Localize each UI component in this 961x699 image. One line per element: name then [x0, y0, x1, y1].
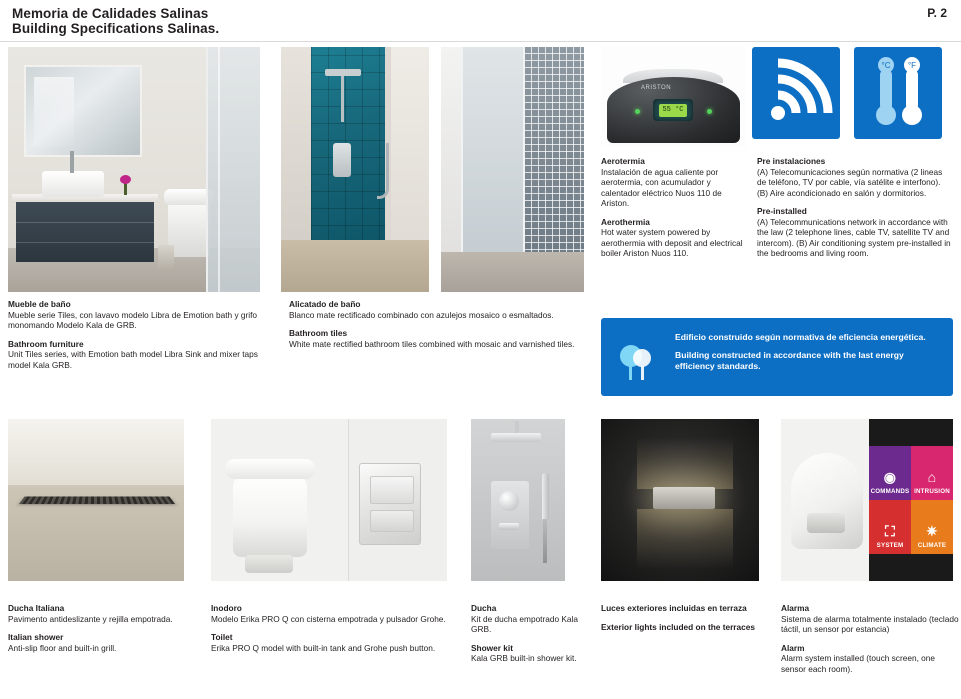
toilet-bowl — [233, 473, 307, 557]
status-led-right — [707, 109, 712, 114]
photo-exterior-light — [601, 419, 759, 581]
caption-alarm — [781, 603, 961, 674]
tiles-body-en: White mate rectified bathroom tiles combined with mosaic and varnished tiles. — [289, 338, 575, 349]
shower-body-en: Kala GRB built-in shower kit. — [471, 653, 577, 663]
alarm-tile-commands[interactable] — [869, 446, 911, 500]
svg-text:°F: °F — [907, 61, 917, 70]
upward-glow — [637, 437, 733, 489]
brand-label: ARISTON — [641, 85, 672, 91]
alarm-tile-system[interactable] — [869, 500, 911, 554]
tiles-title-es: Alicatado de baño — [289, 299, 361, 309]
light-sheen — [8, 419, 184, 489]
page-header — [0, 0, 961, 38]
lights-title-en: Exterior lights included on the terraces — [601, 621, 755, 632]
tiles-title-en: Bathroom tiles — [289, 328, 348, 338]
commands-icon: ◉ — [883, 469, 897, 485]
italian-shower-body-es: Pavimento antideslizante y rejilla empotrada. — [8, 613, 173, 624]
caption-bathroom-tiles — [289, 299, 579, 349]
sensor-lens — [807, 513, 845, 533]
toilet-lid — [225, 459, 315, 479]
caption-shower-kit — [471, 603, 587, 664]
toilet-base — [245, 555, 293, 573]
italian-shower-title-en: Italian shower — [8, 632, 64, 642]
drain-grill — [19, 496, 175, 503]
caption-aerothermia — [601, 156, 749, 259]
svg-text:°C: °C — [881, 61, 891, 70]
toilet-body-en: Erika PRO Q model with built-in tank and Grohe push button. — [211, 642, 436, 653]
washbasin — [42, 171, 104, 197]
shower-screen — [206, 47, 260, 292]
vanity-unit — [16, 202, 154, 262]
toilet-title-en: Toilet — [211, 632, 233, 642]
downward-glow — [637, 509, 733, 569]
shower-hose — [377, 143, 389, 199]
preinstallations-title-en: Pre-installed — [757, 206, 807, 216]
italian-shower-body-en: Anti-slip floor and built-in grill. — [8, 642, 117, 653]
furniture-body-en: Unit Tiles series, with Emotion bath model Libra Sink and mixer taps model Kala GRB. — [8, 349, 258, 370]
toilet-body-es: Modelo Erika PRO Q con cisterna empotrada y pulsador Grohe. — [211, 613, 446, 624]
preinstallations-body-es: (A) Telecomunicaciones según normativa (2 lineas de teléfono, TV por cable, vía satélite e interfono). (B) Aire acondicionado en salón y dormitorios. — [757, 166, 943, 198]
photo-bathroom-furniture — [8, 47, 260, 292]
mixer-knob — [499, 491, 519, 511]
mirror — [24, 65, 142, 157]
alarm-body-es: Sistema de alarma totalmente instalado (teclado táctil, un sensor por estancia) — [781, 613, 959, 634]
preinstallations-body-en: (A) Telecommunications network in accordance with the law (2 telephone lines, cable TV, satellite TV and intercom). (B) Air conditioning system pre-installed in the bedrooms and living room. — [757, 216, 951, 258]
mosaic-wall — [524, 47, 584, 257]
caption-preinstallations — [757, 156, 953, 259]
alarm-body-en: Alarm system installed (touch screen, one sensor each room). — [781, 653, 936, 674]
alarm-tile-commands-label: COMMANDS — [870, 488, 910, 495]
photo-mosaic-bathroom — [441, 47, 584, 292]
flower-decor — [120, 175, 132, 195]
photo-alarm-system — [781, 419, 953, 581]
grohe-push-plate — [359, 463, 421, 545]
photo-blue-tiled-shower — [281, 47, 429, 292]
rain-shower-head — [491, 433, 541, 442]
furniture-title-en: Bathroom furniture — [8, 338, 84, 349]
photo-shower-kit — [471, 419, 565, 581]
furniture-body-es: Mueble serie Tiles, con lavavo modelo Libra de Emotion bath y grifo monomando Modelo Kala de GRB. — [8, 309, 258, 330]
waste-bin — [158, 245, 174, 271]
wifi-signal-icon — [752, 47, 840, 139]
photo-italian-shower — [8, 419, 184, 581]
lights-title-es: Luces exteriores incluidas en terraza — [601, 603, 747, 613]
climate-icon: ✷ — [926, 523, 938, 539]
alarm-tile-climate-label: CLIMATE — [917, 542, 947, 549]
italian-shower-title-es: Ducha Italiana — [8, 603, 65, 613]
furniture-title-es: Mueble de baño — [8, 299, 71, 309]
mixer-lever — [499, 523, 519, 530]
banner-text-es: Edificio construido según normativa de eficiencia energética. — [675, 332, 926, 342]
aerothermia-title-es: Aerotermia — [601, 156, 645, 166]
wall-lamp — [653, 487, 715, 509]
floor — [441, 252, 584, 292]
wood-floor — [281, 240, 429, 292]
aerothermia-title-en: Aerothermia — [601, 216, 650, 227]
toilet — [168, 199, 210, 257]
header-divider — [0, 41, 961, 42]
shower-hose — [543, 519, 547, 563]
alarm-tile-climate[interactable] — [911, 500, 953, 554]
energy-efficiency-banner — [601, 318, 953, 396]
alarm-tile-system-label: SYSTEM — [876, 542, 904, 549]
status-led-left — [635, 109, 640, 114]
page-title-en: Building Specifications Salinas. — [12, 21, 220, 36]
alarm-tile-intrusion[interactable] — [911, 446, 953, 500]
shower-body-es: Kit de ducha empotrado Kala GRB. — [471, 613, 579, 634]
alarm-touch-screen[interactable] — [869, 419, 953, 581]
hand-shower — [542, 473, 549, 521]
aerothermia-body-en: Hot water system powered by aerothermia with deposit and electrical boiler Ariston Nuos 110. — [601, 227, 743, 258]
alarm-title-en: Alarm — [781, 642, 805, 653]
caption-exterior-lights — [601, 603, 771, 632]
caption-italian-shower — [8, 603, 193, 653]
motion-sensor — [791, 453, 863, 549]
energy-efficiency-icon — [615, 342, 659, 382]
mixer-tap — [70, 151, 74, 173]
shower-title-en: Shower kit — [471, 642, 513, 653]
shower-title-es: Ducha — [471, 603, 497, 613]
page-number: P. 2 — [927, 6, 947, 20]
shower-mixer — [333, 143, 351, 177]
photo-ariston-boiler — [601, 47, 746, 147]
temperature-display: 55 °C — [659, 104, 687, 117]
toilet-title-es: Inodoro — [211, 603, 242, 613]
system-icon: ⛶ — [885, 523, 895, 539]
caption-bathroom-furniture — [8, 299, 270, 370]
photo-toilet-and-push-button — [211, 419, 447, 581]
alarm-title-es: Alarma — [781, 603, 810, 613]
caption-toilet — [211, 603, 451, 653]
aerothermia-body-es: Instalación de agua caliente por aerotermia, con acumulador y calentador eléctrico Nuos 110 de Ariston. — [601, 166, 722, 208]
tiles-body-es: Blanco mate rectificado combinado con azulejos mosaico o esmaltados. — [289, 309, 554, 320]
shower-pipe — [341, 76, 344, 122]
page-title-es: Memoria de Calidades Salinas — [12, 6, 209, 21]
intrusion-icon: ⌂ — [927, 469, 937, 485]
page-title — [12, 6, 219, 36]
banner-text-en: Building constructed in accordance with the last energy efficiency standards. — [675, 350, 904, 371]
banner-text — [675, 332, 943, 372]
preinstallations-title-es: Pre instalaciones — [757, 156, 826, 166]
thermometer-icon — [854, 47, 942, 139]
shower-head — [325, 69, 361, 76]
alarm-tile-intrusion-label: INTRUSION — [914, 488, 950, 495]
